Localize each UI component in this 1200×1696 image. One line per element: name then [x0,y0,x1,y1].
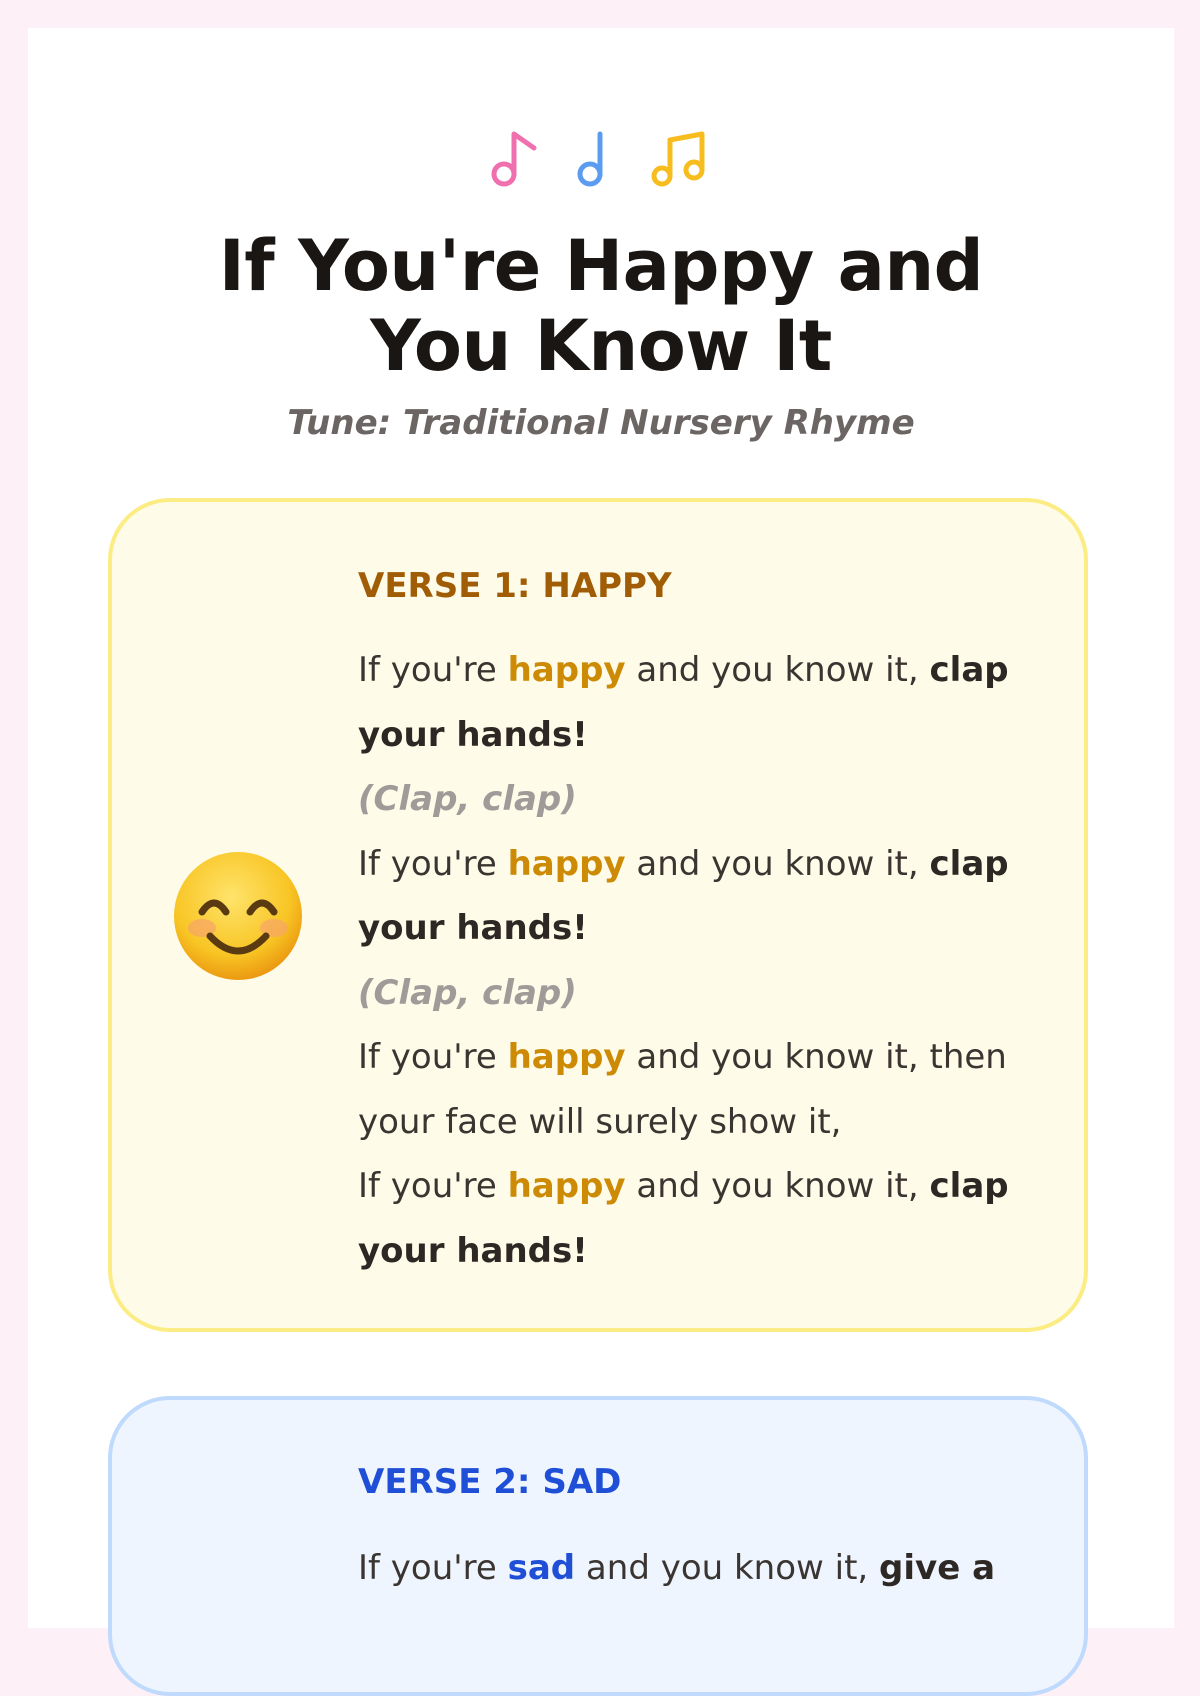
song-title [28,226,1174,386]
lyric-line [358,638,1038,767]
verse-card-happy [108,498,1088,1332]
emotion-keyword: happy [507,843,626,884]
lyric-aside: (Clap, clap) [358,972,577,1013]
lyric-text: If you're [358,650,508,690]
lyric-line [358,1154,1038,1283]
verse-2-heading: VERSE 2: SAD [358,1462,622,1502]
lyric-text: If you're [358,1548,508,1588]
song-title-line-2: You Know It [370,305,832,387]
song-title-line-1: If You're Happy and [218,225,984,307]
emotion-keyword: sad [507,1548,576,1588]
lyric-aside: (Clap, clap) [358,779,577,819]
song-subtitle: Tune: Traditional Nursery Rhyme [287,403,915,443]
song-page [28,28,1174,1628]
half-note-icon [574,128,618,190]
action-phrase: clap your hands! [358,1166,1009,1271]
lyric-text: and you know it, [625,843,930,884]
verse-1-lyrics [358,638,1038,1283]
action-phrase: give a [879,1548,996,1588]
music-notes-decoration [28,128,1174,208]
emotion-keyword: happy [507,1037,626,1077]
verse-2-lyrics [358,1536,1038,1601]
beamed-notes-icon [650,128,712,190]
lyric-text: and you know it, [625,650,930,690]
emotion-keyword: happy [507,650,626,690]
lyric-text: and you know it, [625,1166,930,1206]
action-phrase: clap your hands! [358,843,1009,948]
lyric-text: and you know it, then your face will surely show it, [358,1037,1007,1142]
lyric-line [358,1025,1038,1154]
verse-1-heading: VERSE 1: HAPPY [358,566,672,606]
eighth-note-icon [490,128,542,190]
smiling-face-icon [172,850,304,982]
lyric-text: If you're [358,1166,508,1206]
emotion-keyword: happy [507,1166,626,1206]
action-phrase: clap your hands! [358,650,1009,755]
lyric-line [358,832,1038,961]
lyric-line [358,1536,1038,1601]
lyric-text: If you're [358,843,508,884]
lyric-text: and you know it, [575,1548,880,1588]
verse-card-sad [108,1396,1088,1696]
lyric-text: If you're [358,1037,508,1077]
